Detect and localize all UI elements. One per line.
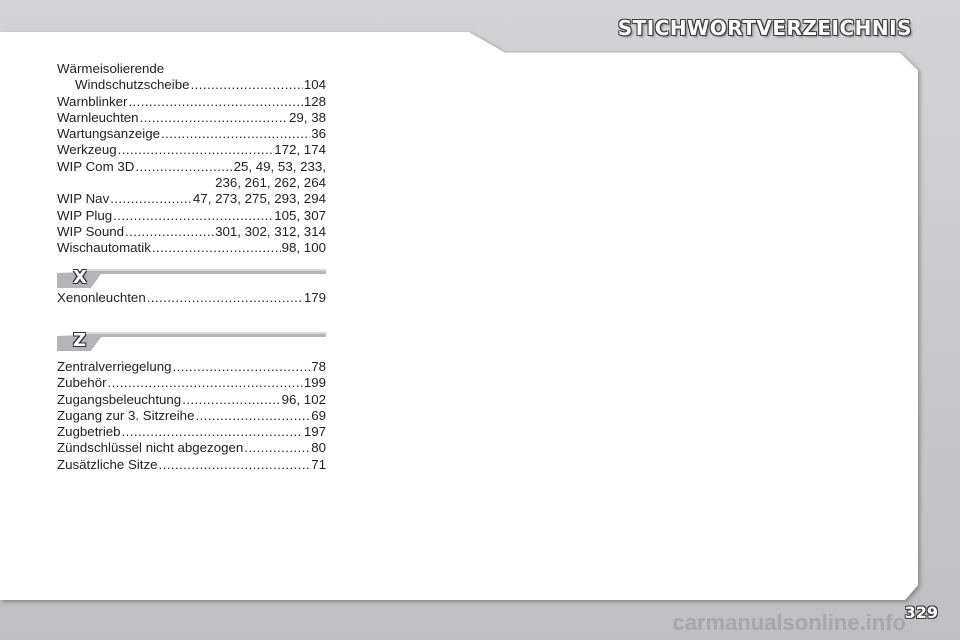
index-group-z [57, 359, 326, 473]
section-letter: Z [73, 330, 87, 351]
index-entry [57, 94, 326, 110]
index-entry [57, 408, 326, 424]
index-pages: 36 [311, 126, 326, 142]
index-pages: 179 [303, 290, 326, 305]
leader-dots [161, 126, 310, 142]
page-title: STICHWORTVERZEICHNIS [617, 16, 912, 40]
index-entry [57, 424, 326, 440]
index-pages: 47, 273, 275, 293, 294 [192, 191, 326, 207]
index-term: Zugangsbeleuchtung [57, 391, 182, 407]
index-pages: 78 [311, 359, 326, 374]
index-pages: 197 [303, 424, 326, 440]
index-entry [57, 359, 326, 375]
section-header-z [57, 328, 326, 356]
watermark-text: carmanualsonline.info [672, 610, 906, 635]
leader-dots [122, 424, 303, 440]
page-number: 329 [904, 603, 938, 622]
index-entry [57, 208, 326, 224]
index-pages: 25, 49, 53, 233, [233, 158, 326, 174]
index-entry [57, 375, 326, 391]
leader-dots [108, 375, 303, 391]
index-entry [57, 440, 326, 456]
leader-dots [244, 440, 310, 456]
section-header-x [57, 265, 326, 293]
leader-dots [118, 142, 274, 158]
index-term: Zugbetrieb [57, 424, 121, 440]
index-group-x [57, 290, 326, 306]
leader-dots [191, 77, 303, 93]
index-pages: 69 [311, 407, 326, 423]
leader-dots [135, 159, 232, 175]
index-group-w [57, 61, 326, 257]
leader-dots [182, 392, 280, 408]
index-pages: 104 [303, 77, 326, 93]
index-term: WIP Com 3D [57, 158, 135, 174]
index-term: Zündschlüssel nicht abgezogen [57, 440, 244, 456]
index-term: Zentralverriegelung [57, 359, 172, 374]
leader-dots [113, 208, 273, 224]
index-pages: 71 [311, 456, 326, 472]
index-pages-continuation: 236, 261, 262, 264 [215, 175, 326, 191]
section-bar-shape [57, 265, 326, 293]
leader-dots [195, 408, 310, 424]
index-entry [57, 110, 326, 126]
index-pages: 80 [311, 440, 326, 456]
index-entry [57, 61, 326, 77]
index-term: WIP Plug [57, 207, 113, 223]
index-entry [57, 77, 326, 93]
index-pages: 105, 307 [274, 207, 326, 223]
index-pages: 301, 302, 312, 314 [215, 223, 326, 239]
index-term: Warnblinker [57, 93, 128, 109]
section-bar-shape [57, 328, 326, 356]
index-entry [57, 290, 326, 306]
index-entry [57, 392, 326, 408]
index-term: Zusätzliche Sitze [57, 456, 158, 472]
leader-dots [140, 110, 288, 126]
index-term: Werkzeug [57, 142, 117, 158]
index-term: Windschutzscheibe [75, 77, 190, 93]
index-term: Wartungsanzeige [57, 126, 160, 142]
index-pages: 96, 102 [281, 391, 326, 407]
index-entry [57, 457, 326, 473]
index-pages: 199 [303, 375, 326, 391]
index-entry [57, 159, 326, 175]
leader-dots [128, 94, 302, 110]
index-term: Xenonleuchten [57, 290, 146, 305]
index-entry [57, 191, 326, 207]
index-term: WIP Nav [57, 191, 110, 207]
leader-dots [173, 359, 311, 375]
index-entry [57, 126, 326, 142]
index-entry [57, 240, 326, 256]
index-term: Zugang zur 3. Sitzreihe [57, 407, 195, 423]
leader-dots [159, 457, 311, 473]
index-pages: 172, 174 [274, 142, 326, 158]
index-term: Wischautomatik [57, 240, 151, 256]
leader-dots [110, 191, 192, 207]
index-pages: 29, 38 [289, 109, 326, 125]
index-term: Zubehör [57, 375, 107, 391]
index-term: Wärmeisolierende [57, 61, 165, 76]
index-term: WIP Sound [57, 223, 125, 239]
leader-dots [147, 290, 303, 306]
index-entry [57, 224, 326, 240]
index-pages: 128 [303, 93, 326, 109]
leader-dots [152, 240, 281, 256]
leader-dots [125, 224, 214, 240]
index-term: Warnleuchten [57, 109, 139, 125]
index-pages: 98, 100 [281, 240, 326, 256]
section-letter: X [73, 267, 87, 288]
index-entry [57, 142, 326, 158]
